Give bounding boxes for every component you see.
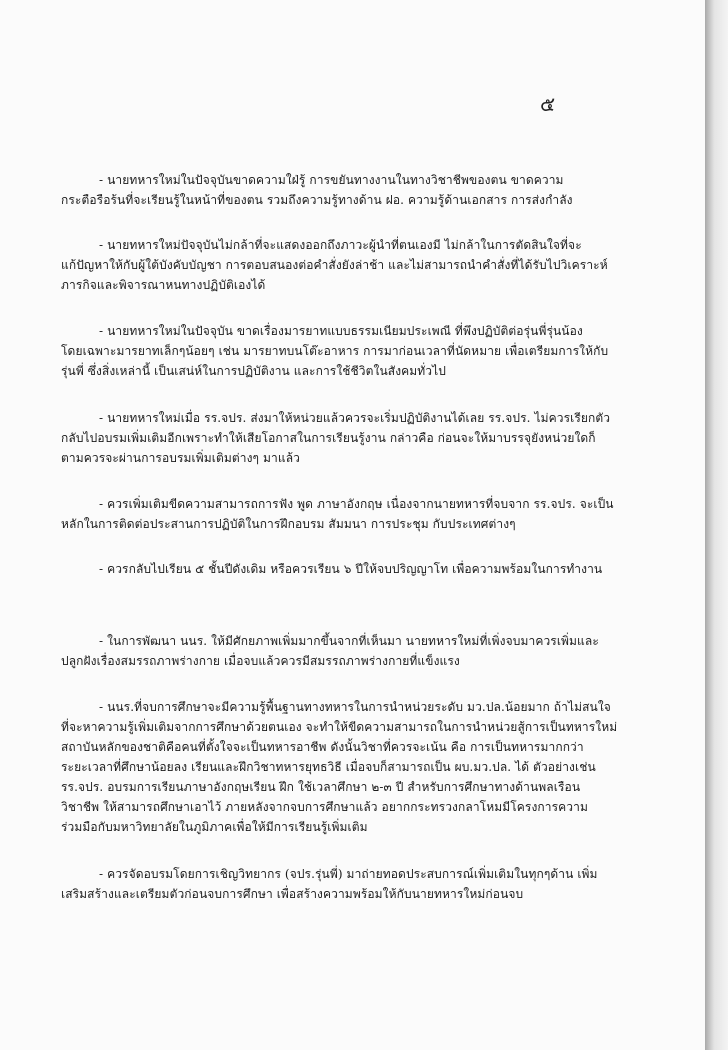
- paragraph-line: - ควรจัดอบรมโดยการเชิญวิทยากร (จปร.รุ่นพี่) มาถ่ายทอดประสบการณ์เพิ่มเติมในทุกๆด้าน เพิ่ม: [99, 867, 598, 881]
- paragraph-line: รุ่นพี่ ซึ่งสิ่งเหล่านี้ เป็นเสน่ห์ในการปฏิบัติงาน และการใช้ชีวิตในสังคมทั่วไป: [61, 364, 446, 378]
- paragraph-line: - นายทหารใหม่ในปัจจุบัน ขาดเรื่องมารยาทแบบธรรมเนียมประเพณี ที่พึงปฏิบัติต่อรุ่นพี่รุ่นน้อง: [99, 324, 583, 338]
- paragraph-line: กระตือรือร้นที่จะเรียนรู้ในหน้าที่ของตน รวมถึงความรู้ทางด้าน ฝอ. ความรู้ด้านเอกสาร การส่งกำลัง: [61, 193, 573, 207]
- paragraph-5: [61, 494, 621, 534]
- paragraph-6: [61, 559, 621, 579]
- paragraph-line: - ควรกลับไปเรียน ๕ ชั้นปีดังเดิม หรือควรเรียน ๖ ปีให้จบปริญญาโท เพื่อความพร้อมในการทำงาน: [99, 562, 603, 576]
- page-number: ๕: [540, 92, 556, 116]
- paragraph-line: กลับไปอบรมเพิ่มเติมอีกเพราะทำให้เสียโอกาสในการเรียนรู้งาน กล่าวคือ ก่อนจะให้มาบรรจุยังหน่วยใดก็: [61, 431, 596, 445]
- paragraph-4: [61, 408, 621, 468]
- paragraph-line: - นายทหารใหม่เมื่อ รร.จปร. ส่งมาให้หน่วยแล้วควรจะเริ่มปฏิบัติงานได้เลย รร.จปร. ไม่ควรเรียกตัว: [99, 411, 611, 425]
- paragraph-line: - ในการพัฒนา นนร. ให้มีศักยภาพเพิ่มมากขึ้นจากที่เห็นมา นายทหารใหม่ที่เพิ่งจบมาควรเพิ่มและ: [99, 634, 599, 648]
- paragraph-line: ปลูกฝังเรื่องสมรรถภาพร่างกาย เมื่อจบแล้วควรมีสมรรถภาพร่างกายที่แข็งแรง: [61, 654, 460, 668]
- paragraph-3: [61, 321, 621, 381]
- paragraph-line: เสริมสร้างและเตรียมตัวก่อนจบการศึกษา เพื่อสร้างความพร้อมให้กับนายทหารใหม่ก่อนจบ: [61, 887, 524, 901]
- paragraph-line: แก้ปัญหาให้กับผู้ใต้บังคับบัญชา การตอบสนองต่อคำสั่งยังล่าช้า และไม่สามารถนำคำสั่งที่ได้รับไปวิเคราะห์: [61, 258, 608, 272]
- paragraph-line: ภารกิจและพิจารณาหนทางปฏิบัติเองได้: [61, 278, 266, 292]
- paragraph-1: [61, 170, 621, 210]
- paragraph-2: [61, 235, 621, 295]
- paragraph-line: หลักในการติดต่อประสานการปฏิบัติในการฝึกอบรม สัมมนา การประชุม กับประเทศต่างๆ: [61, 517, 516, 531]
- paragraph-line: - นายทหารใหม่ในปัจจุบันขาดความใฝ่รู้ การขยันทางงานในทางวิชาชีพของตน ขาดความ: [99, 173, 564, 187]
- paragraph-8: [61, 697, 621, 837]
- paragraph-9: [61, 864, 621, 904]
- paragraph-line: โดยเฉพาะมารยาทเล็กๆน้อยๆ เช่น มารยาทบนโต๊ะอาหาร การมาก่อนเวลาที่นัดหมาย เพื่อเตรียมการให้กับ: [61, 344, 609, 358]
- page-edge-shadow: [705, 0, 728, 1050]
- paragraph-line: - ควรเพิ่มเติมขีดความสามารถการฟัง พูด ภาษาอังกฤษ เนื่องจากนายทหารที่จบจาก รร.จปร. จะเป็น: [99, 497, 614, 511]
- paragraph-line: ร่วมมือกับมหาวิทยาลัยในภูมิภาคเพื่อให้มีการเรียนรู้เพิ่มเติม: [61, 820, 368, 834]
- paragraph-line: รร.จปร. อบรมการเรียนภาษาอังกฤษเรียน ฝึก ใช้เวลาศึกษา ๒-๓ ปี สำหรับการศึกษาทางด้านพลเรือน: [61, 780, 581, 794]
- paragraph-line: - นายทหารใหม่ปัจจุบันไม่กล้าที่จะแสดงออกถึงภาวะผู้นำที่ตนเองมี ไม่กล้าในการตัดสินใจที่จะ: [99, 238, 582, 252]
- paragraph-line: ที่จะหาความรู้เพิ่มเติมจากการศึกษาด้วยตนเอง จะทำให้ขีดความสามารถในการนำหน่วยสู้การเป็นทหารใหม่: [61, 720, 618, 734]
- paragraph-7: [61, 631, 621, 671]
- paragraph-line: ตามควรจะผ่านการอบรมเพิ่มเติมต่างๆ มาแล้ว: [61, 451, 300, 465]
- paragraph-line: ระยะเวลาที่ศึกษาน้อยลง เรียนและฝึกวิชาทหารยุทธวิธี เมื่อจบก็สามารถเป็น ผบ.มว.ปล. ได้ ตัวอย่างเช่น: [61, 760, 596, 774]
- paragraph-line: - นนร.ที่จบการศึกษาจะมีความรู้พื้นฐานทางทหารในการนำหน่วยระดับ มว.ปล.น้อยมาก ถ้าไม่สนใจ: [99, 700, 611, 714]
- paragraph-line: วิชาชีพ ให้สามารถศึกษาเอาไว้ ภายหลังจากจบการศึกษาแล้ว อยากกระทรวงกลาโหมมีโครงการความ: [61, 800, 588, 814]
- paragraph-line: สถาบันหลักของชาติคือคนที่ตั้งใจจะเป็นทหารอาชีพ ดังนั้นวิชาที่ควรจะเน้น คือ การเป็นทหารมากกว่า: [61, 740, 584, 754]
